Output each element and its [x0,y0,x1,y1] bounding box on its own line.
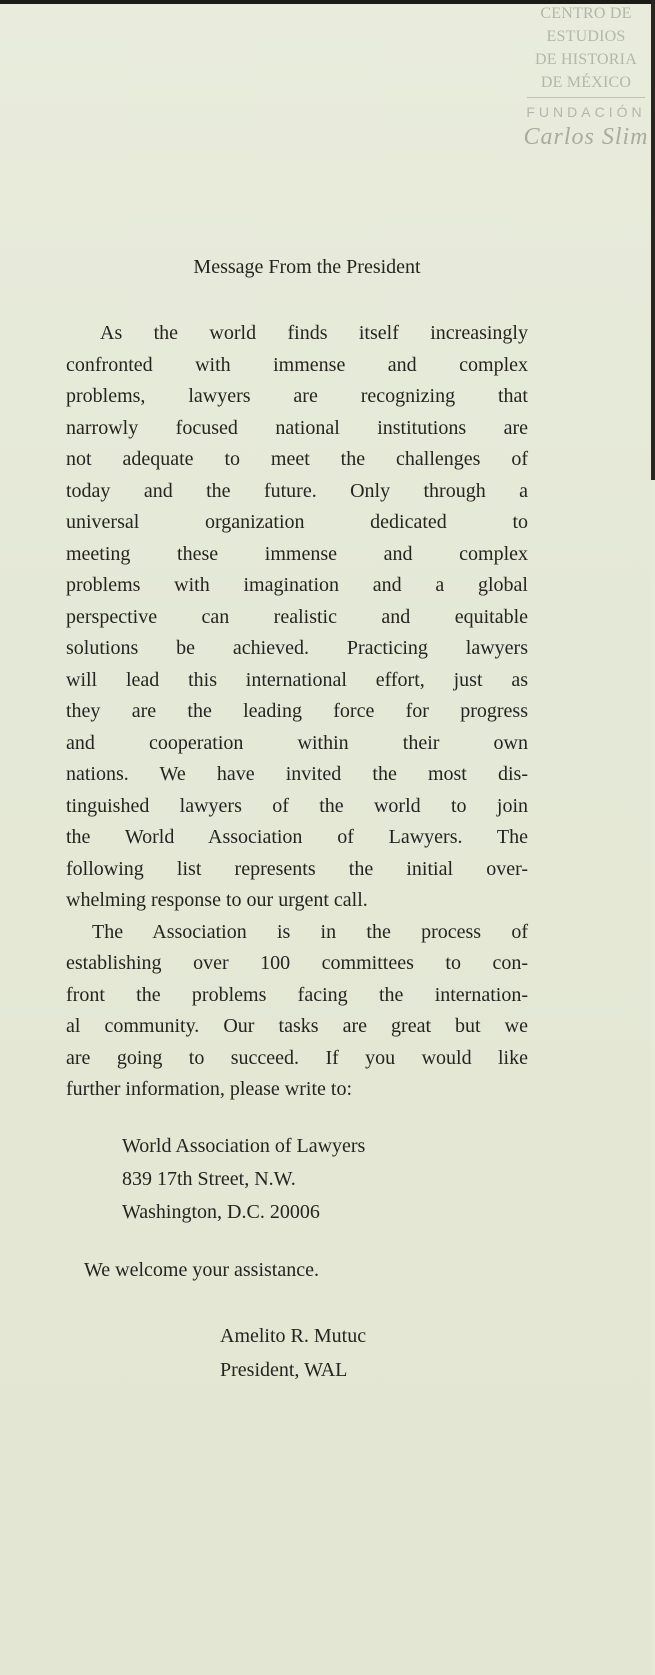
text-line: problems with imagination and a global [66,574,528,596]
watermark-line: CENTRO DE [540,5,632,22]
watermark-line: ESTUDIOS [546,28,626,45]
page-title: Message From the President [193,256,421,278]
text-line: al community. Our tasks are great but we [66,1015,528,1037]
text-line: nations. We have invited the most dis- [66,763,528,785]
text-line: are going to succeed. If you would like [66,1046,528,1069]
text-line: establishing over 100 committees to con- [66,952,528,974]
watermark-foundation: FUNDACIÓN [526,104,646,120]
letter-body [66,254,528,1387]
signer-name: Amelito R. Mutuc [220,1324,367,1347]
text-line: the World Association of Lawyers. The [66,826,528,848]
text-line: solutions be achieved. Practicing lawyers [66,637,528,659]
text-line: following list represents the initial over- [66,857,528,880]
paragraph-intro [66,318,528,917]
watermark-line: DE MÉXICO [540,74,632,91]
text-line: and cooperation within their own [66,731,528,754]
address-line: Washington, D.C. 20006 [122,1200,320,1223]
closing-line: We welcome your assistance. [84,1258,319,1281]
watermark-signature-logo: Carlos Slim [523,124,649,150]
text-line: today and the future. Only through a [66,479,528,502]
text-line: meeting these immense and complex [66,542,528,565]
page-right-edge [651,0,655,480]
text-line: not adequate to meet the challenges of [66,448,528,470]
paragraph-request [66,917,528,1106]
text-line: problems, lawyers are recognizing that [66,385,528,407]
text-line: tinguished lawyers of the world to join [66,794,528,817]
text-line: The Association is in the process of [92,920,528,943]
watermark-line: DE HISTORIA [535,51,637,68]
text-line: confronted with immense and complex [66,353,528,376]
signer-position: President, WAL [220,1358,348,1381]
text-line: As the world finds itself increasingly [100,322,528,344]
text-line: whelming response to our urgent call. [66,889,368,911]
text-line: they are the leading force for progress [66,700,528,722]
watermark-divider [527,97,645,98]
text-line: front the problems facing the internation- [66,983,528,1006]
text-line: perspective can realistic and equitable [66,605,528,628]
signature-block [220,1319,528,1387]
archive-watermark [521,2,651,149]
address-line: World Association of Lawyers [122,1134,366,1157]
text-line: further information, please write to: [66,1078,353,1100]
mailing-address [122,1130,528,1229]
address-line: 839 17th Street, N.W. [122,1167,296,1190]
text-line: universal organization dedicated to [66,511,528,533]
text-line: narrowly focused national institutions are [66,416,528,439]
text-line: will lead this international effort, just as [66,668,528,691]
